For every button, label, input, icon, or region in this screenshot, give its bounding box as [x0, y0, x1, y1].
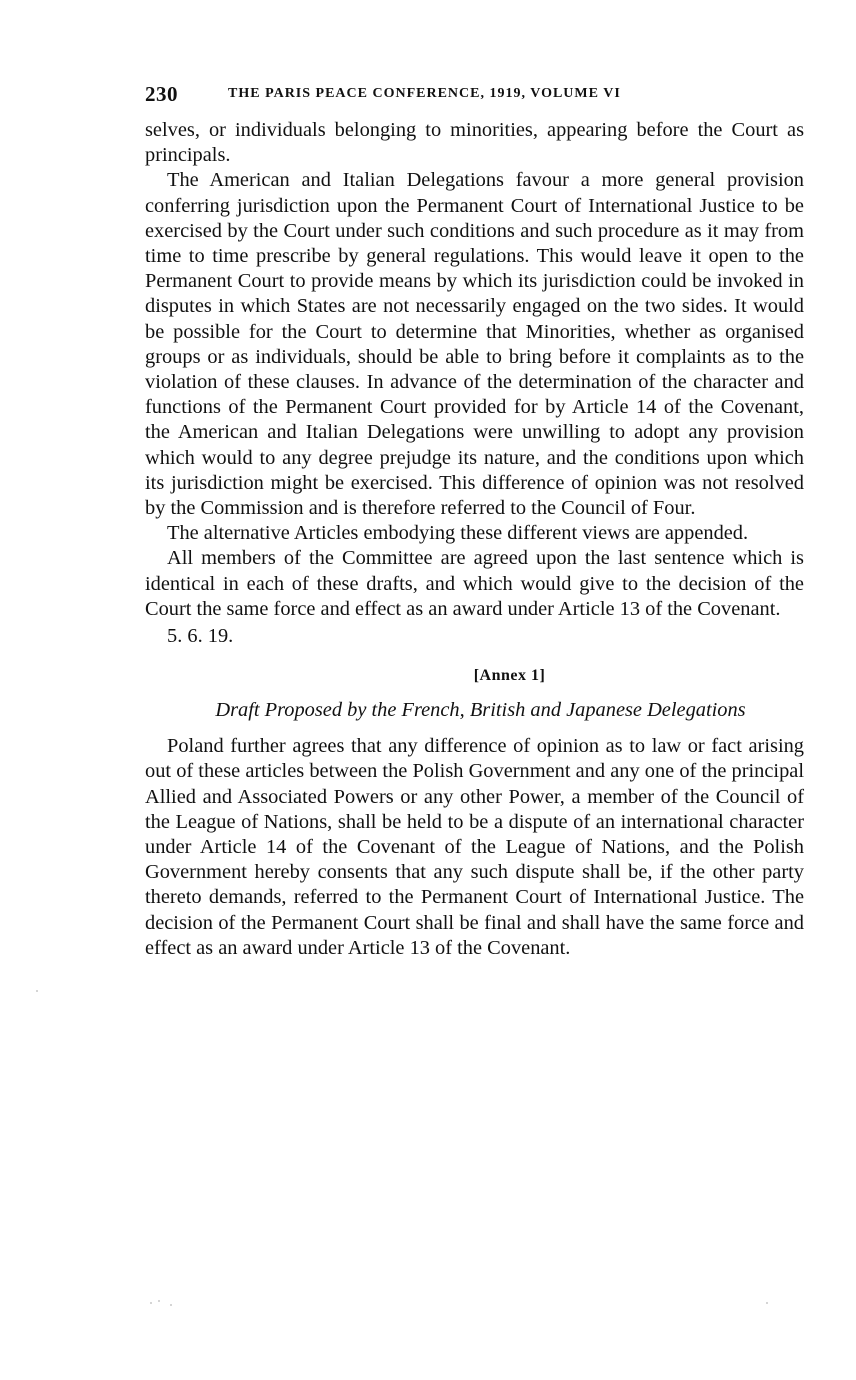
annex-label: [Annex 1] — [473, 667, 546, 685]
scan-speck — [170, 1304, 172, 1306]
body-paragraph: The alternative Articles embodying these different views are appended. — [167, 522, 749, 545]
scan-speck — [150, 1302, 152, 1304]
running-title: THE PARIS PEACE CONFERENCE, 1919, VOLUME VI — [228, 86, 621, 101]
date-line: 5. 6. 19. — [167, 625, 234, 648]
page-number: 230 — [145, 82, 178, 106]
scan-speck — [36, 990, 38, 992]
document-page — [145, 80, 804, 961]
body-paragraph: The American and Italian Delegations favour a more general provision conferring jurisdiction upon the Permanent Court of International Justice to be exercised by the Court under such conditions and such procedure as it may from time to time prescribe by general regulations. This would leave it open to the Permanent Court to provide means by which its jurisdiction could be invoked in disputes in which States are not necessarily engaged on the two sides. It would be possible for the Court to determine that Minorities, whether as organised groups or as individuals, should be able to bring before it complaints as to the violation of these clauses. In advance of the determination of the character and functions of the Permanent Court provided for by Article 14 of the Covenant, the American and Italian Delegations were unwilling to adopt any provision which would to any degree prejudge its nature, and the conditions upon which its jurisdiction might be exercised. This difference of opinion was not resolved by the Commission and is therefore referred to the Council of Four. — [145, 169, 804, 520]
running-head — [145, 80, 804, 112]
body-paragraph: All members of the Committee are agreed upon the last sentence which is identical in each of these drafts, and which would give to the decision of the Court the same force and effect as an award under Article 13 of the Covenant. — [145, 547, 804, 620]
scan-speck — [766, 1302, 768, 1304]
annex-title: Draft Proposed by the French, British and Japanese Delegations — [215, 699, 746, 722]
annex-paragraph: Poland further agrees that any difference of opinion as to law or fact arising out of these articles between the Polish Government and any one of the principal Allied and Associated Powers or any other Power, a member of the Council of the League of Nations, shall be held to be a dispute of an international character under Article 14 of the Covenant of the League of Nations, and the Polish Government hereby consents that any such dispute shall be, if the other party thereto demands, referred to the Permanent Court of International Justice. The decision of the Permanent Court shall be final and shall have the same force and effect as an award under Article 13 of the Covenant. — [145, 735, 804, 959]
scan-speck — [158, 1300, 160, 1302]
body-paragraph-continuation: selves, or individuals belonging to minorities, appearing before the Court as principals. — [145, 119, 804, 167]
